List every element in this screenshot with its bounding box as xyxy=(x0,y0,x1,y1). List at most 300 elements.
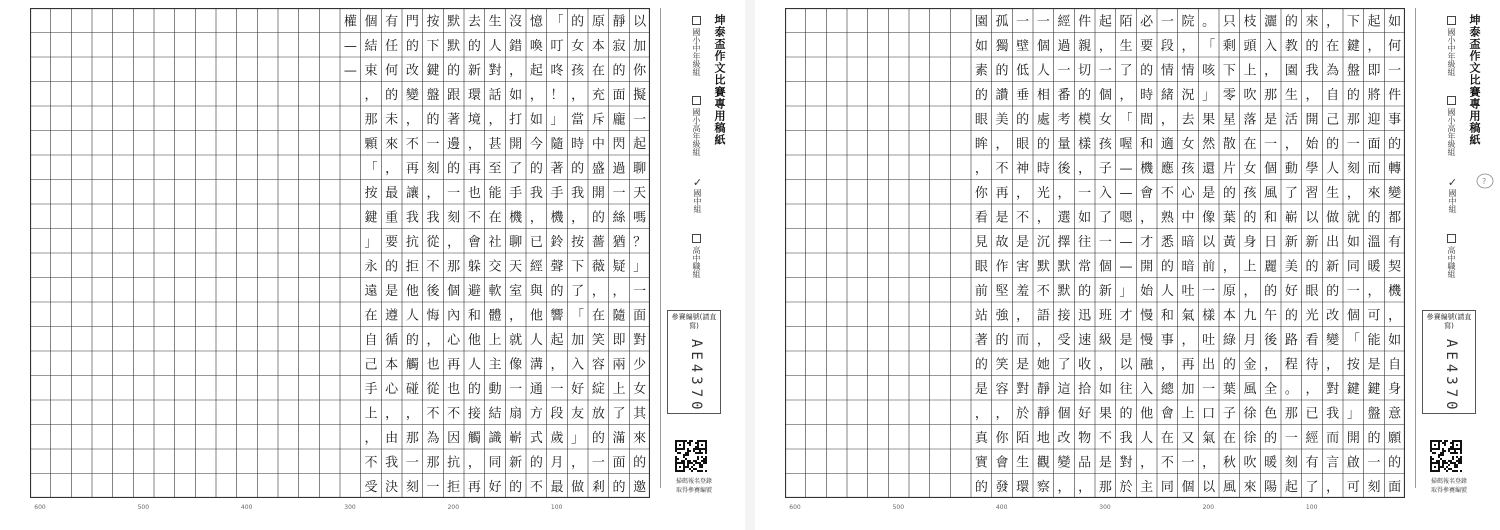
essay-char: 開 xyxy=(1140,259,1154,275)
essay-char: 變 xyxy=(1057,455,1071,471)
essay-char: 可 xyxy=(1346,479,1360,495)
scale-label: 100 xyxy=(550,504,563,511)
checkmark-icon: ✓ xyxy=(1446,176,1459,189)
essay-char: 才 xyxy=(1140,234,1154,250)
essay-char: 變 xyxy=(1326,332,1340,348)
essay-char: 即 xyxy=(612,332,626,348)
essay-char: 身 xyxy=(1243,234,1257,250)
essay-char: 親 xyxy=(1078,38,1092,54)
essay-char: ， xyxy=(1264,63,1278,79)
essay-char: 察 xyxy=(1036,479,1050,495)
essay-char: 了 xyxy=(571,283,585,299)
essay-char: 孩 xyxy=(1243,185,1257,201)
essay-char: 刻 xyxy=(447,210,461,226)
essay-char: 將 xyxy=(1367,87,1381,103)
essay-char: 鈴 xyxy=(550,234,564,250)
essay-char: 考 xyxy=(1057,112,1071,128)
category-senior-high[interactable]: 高中職組 xyxy=(1446,234,1457,278)
essay-char: 他 xyxy=(529,308,543,324)
essay-char: 始 xyxy=(1305,136,1319,152)
essay-char: 情 xyxy=(1181,63,1195,79)
essay-char: 未 xyxy=(385,112,399,128)
essay-char: 故 xyxy=(995,234,1009,250)
essay-char: 是 xyxy=(1202,185,1216,201)
essay-char: 新 xyxy=(1326,259,1340,275)
essay-char: 活 xyxy=(1284,112,1298,128)
essay-char: 響 xyxy=(550,308,564,324)
scale-label: 200 xyxy=(1202,504,1215,511)
essay-char: 一 xyxy=(1078,185,1092,201)
essay-char: 默 xyxy=(1057,259,1071,275)
essay-char: 少 xyxy=(633,357,647,373)
essay-char: 個 xyxy=(364,14,378,30)
essay-char: 至 xyxy=(488,161,502,177)
essay-char: 色 xyxy=(1264,406,1278,422)
essay-char: 言 xyxy=(1326,455,1340,471)
essay-char: 的 xyxy=(529,161,543,177)
essay-char: ， xyxy=(529,210,543,226)
essay-char: 話 xyxy=(488,87,502,103)
essay-char: 我 xyxy=(1326,406,1340,422)
essay-char: 的 xyxy=(612,479,626,495)
essay-char: 陽 xyxy=(1264,479,1278,495)
essay-char: 你 xyxy=(995,430,1009,446)
essay-char: 束 xyxy=(364,63,378,79)
essay-char: 女 xyxy=(1243,161,1257,177)
checkbox-icon[interactable] xyxy=(1447,96,1456,105)
essay-char: 按 xyxy=(364,185,378,201)
essay-char: 不 xyxy=(426,259,440,275)
essay-char: 轉 xyxy=(1388,161,1402,177)
char-count-scale-left xyxy=(30,500,650,520)
essay-char: 段 xyxy=(1160,38,1174,54)
essay-char: 開 xyxy=(1305,112,1319,128)
essay-char: 應 xyxy=(1160,161,1174,177)
essay-char: ， xyxy=(1388,308,1402,324)
essay-char: 「 xyxy=(571,308,585,324)
essay-char: 改 xyxy=(1057,430,1071,446)
essay-char: 一 xyxy=(1346,283,1360,299)
essay-char: 那 xyxy=(426,455,440,471)
essay-char: 暗 xyxy=(1181,234,1195,250)
essay-char: 個 xyxy=(1098,259,1112,275)
essay-char: 午 xyxy=(1264,308,1278,324)
essay-char: 好 xyxy=(1078,406,1092,422)
essay-char: 好 xyxy=(571,381,585,397)
essay-char: 是 xyxy=(1016,357,1030,373)
entry-number-value: AE4370 xyxy=(1443,339,1459,414)
essay-char: 速 xyxy=(1078,332,1092,348)
essay-char: 的 xyxy=(1326,136,1340,152)
essay-char: 」 xyxy=(1119,283,1133,299)
essay-char: 入 xyxy=(571,357,585,373)
essay-char: ， xyxy=(529,87,543,103)
essay-char: 陌 xyxy=(1016,430,1030,446)
essay-char: 的 xyxy=(1078,87,1092,103)
essay-char: 的 xyxy=(1222,185,1236,201)
essay-char: 即 xyxy=(1367,63,1381,79)
essay-char: 在 xyxy=(1243,136,1257,152)
essay-char: 強 xyxy=(995,308,1009,324)
essay-char: 星 xyxy=(1222,112,1236,128)
essay-char: ， xyxy=(1202,455,1216,471)
essay-char: 盤 xyxy=(1367,406,1381,422)
essay-char: 的 xyxy=(1305,38,1319,54)
essay-char: 那 xyxy=(447,259,461,275)
essay-char: 不 xyxy=(405,136,419,152)
category-elem-mid[interactable]: 國小中年級組 xyxy=(691,16,702,76)
essay-char: 慢 xyxy=(1140,308,1154,324)
essay-char: 已 xyxy=(529,234,543,250)
essay-char: 孩 xyxy=(571,63,585,79)
essay-char: 一 xyxy=(426,136,440,152)
essay-char: 室 xyxy=(509,283,523,299)
essay-char: 實 xyxy=(974,455,988,471)
checkbox-icon[interactable] xyxy=(692,16,701,25)
essay-char: 融 xyxy=(1140,357,1154,373)
essay-char: 決 xyxy=(385,479,399,495)
essay-char: ， xyxy=(1016,185,1030,201)
essay-char: ， xyxy=(1140,210,1154,226)
essay-sheet-right xyxy=(755,0,1500,530)
essay-char: ， xyxy=(1078,161,1092,177)
essay-char: 不 xyxy=(467,210,481,226)
essay-char: 的 xyxy=(1367,430,1381,446)
essay-char: 生 xyxy=(1284,87,1298,103)
essay-char: 日 xyxy=(1264,234,1278,250)
essay-char: 眼 xyxy=(1305,283,1319,299)
essay-char: 任 xyxy=(385,38,399,54)
essay-char: 適 xyxy=(1160,136,1174,152)
essay-char: 葉 xyxy=(1222,210,1236,226)
essay-char: 沒 xyxy=(509,14,523,30)
essay-char: ， xyxy=(571,455,585,471)
essay-char: 看 xyxy=(974,210,988,226)
category-elem-mid[interactable]: 國小中年級組 xyxy=(1446,16,1457,76)
essay-char: 對 xyxy=(488,63,502,79)
essay-char: 」 xyxy=(1346,406,1360,422)
essay-char: 是 xyxy=(995,210,1009,226)
scale-label: 600 xyxy=(789,504,801,511)
essay-char: 一 xyxy=(1367,455,1381,471)
essay-char: 我 xyxy=(405,210,419,226)
essay-char: ， xyxy=(1057,185,1071,201)
entry-number-box[interactable] xyxy=(667,310,721,414)
essay-char: 不 xyxy=(1016,210,1030,226)
essay-char: — xyxy=(1119,161,1133,177)
essay-char: 了 xyxy=(1057,357,1071,373)
essay-char: 觸 xyxy=(467,430,481,446)
essay-char: 的 xyxy=(529,455,543,471)
entry-number-label: 參賽編號(請直寫) xyxy=(1426,313,1472,330)
essay-char: 壁 xyxy=(1016,38,1030,54)
essay-char: 暖 xyxy=(1367,259,1381,275)
qr-caption-code: 取得參賽編號 xyxy=(675,487,712,494)
essay-char: 和 xyxy=(1140,136,1154,152)
essay-char: ， xyxy=(426,332,440,348)
essay-char: 事 xyxy=(1160,332,1174,348)
essay-char: 他 xyxy=(405,283,419,299)
checkbox-icon[interactable] xyxy=(692,234,701,243)
essay-char: ， xyxy=(995,406,1009,422)
essay-char: 的 xyxy=(467,38,481,54)
essay-char: 錯 xyxy=(509,38,523,54)
qr-code-icon[interactable] xyxy=(675,440,707,472)
checkbox-icon[interactable] xyxy=(1447,234,1456,243)
qr-caption-register: 掃碼報名登錄 xyxy=(675,478,712,485)
essay-char: 氣 xyxy=(1181,308,1195,324)
essay-char: 果 xyxy=(1202,112,1216,128)
essay-char: 刻 xyxy=(405,479,419,495)
essay-char: 片 xyxy=(1222,161,1236,177)
essay-char: 只 xyxy=(1222,14,1236,30)
essay-char: 斥 xyxy=(591,112,605,128)
essay-char: 打 xyxy=(509,112,523,128)
essay-char: 開 xyxy=(591,185,605,201)
essay-char: 我 xyxy=(426,210,440,226)
essay-char: ， xyxy=(1160,112,1174,128)
essay-char: 班 xyxy=(1098,308,1112,324)
essay-char: 天 xyxy=(509,259,523,275)
essay-char: 加 xyxy=(571,332,585,348)
essay-char: 了 xyxy=(1284,185,1298,201)
essay-char: 始 xyxy=(1140,283,1154,299)
essay-char: 心 xyxy=(1181,185,1195,201)
essay-char: 相 xyxy=(1036,87,1050,103)
essay-char: 聊 xyxy=(509,234,523,250)
essay-char: 一 xyxy=(633,283,647,299)
essay-char: ， xyxy=(1098,38,1112,54)
essay-char: 對 xyxy=(1326,381,1340,397)
essay-char: 盤 xyxy=(426,87,440,103)
essay-char: ， xyxy=(612,283,626,299)
essay-char: 那 xyxy=(1098,479,1112,495)
essay-char: ， xyxy=(405,406,419,422)
essay-char: 子 xyxy=(1098,161,1112,177)
essay-char: 時 xyxy=(1140,87,1154,103)
essay-char: 加 xyxy=(1181,381,1195,397)
essay-char: 的 xyxy=(1388,136,1402,152)
essay-char: 月 xyxy=(1243,332,1257,348)
essay-char: 在 xyxy=(591,63,605,79)
essay-char: 起 xyxy=(1367,14,1381,30)
essay-char: 最 xyxy=(550,479,564,495)
essay-char: 遵 xyxy=(385,308,399,324)
essay-char: 了 xyxy=(509,161,523,177)
essay-char: 切 xyxy=(1078,63,1092,79)
essay-char: 的 xyxy=(1222,357,1236,373)
essay-char: 個 xyxy=(1098,87,1112,103)
scale-label: 300 xyxy=(344,504,356,511)
essay-char: 過 xyxy=(1057,38,1071,54)
essay-char: 沉 xyxy=(1036,234,1050,250)
essay-char: 跟 xyxy=(447,87,461,103)
essay-char: 手 xyxy=(509,185,523,201)
essay-char: 園 xyxy=(974,14,988,30)
essay-char: 一 xyxy=(633,112,647,128)
essay-char: 熟 xyxy=(1160,210,1174,226)
essay-char: ， xyxy=(1098,357,1112,373)
category-junior-high[interactable]: ✓國中組 xyxy=(1446,176,1459,213)
essay-char: 一 xyxy=(1098,234,1112,250)
essay-char: 如 xyxy=(1078,210,1092,226)
essay-char: ， xyxy=(571,210,585,226)
essay-char: 動 xyxy=(488,381,502,397)
essay-char: 樣 xyxy=(1202,308,1216,324)
essay-char: ， xyxy=(1160,357,1174,373)
essay-char: 充 xyxy=(591,87,605,103)
essay-char: 個 xyxy=(1181,479,1195,495)
essay-char: 為 xyxy=(426,430,440,446)
essay-char: 頭 xyxy=(1243,38,1257,54)
essay-char: 經 xyxy=(1057,14,1071,30)
essay-char: 常 xyxy=(1078,259,1092,275)
essay-char: 對 xyxy=(633,332,647,348)
essay-char: 溝 xyxy=(529,357,543,373)
essay-char: 會 xyxy=(467,234,481,250)
essay-char: 再 xyxy=(405,161,419,177)
essay-char: 一 xyxy=(447,185,461,201)
checkbox-icon[interactable] xyxy=(1447,16,1456,25)
form-side-panel-right xyxy=(1415,8,1487,494)
qr-code-icon[interactable] xyxy=(1430,440,1462,472)
essay-char: 我 xyxy=(1119,430,1133,446)
essay-char: 個 xyxy=(1036,38,1050,54)
essay-char: ， xyxy=(974,406,988,422)
essay-char: 口 xyxy=(1202,406,1216,422)
essay-char: 一 xyxy=(1181,455,1195,471)
essay-char: 的 xyxy=(974,357,988,373)
scale-label: 400 xyxy=(240,504,253,511)
essay-char: 好 xyxy=(488,479,502,495)
essay-char: 永 xyxy=(364,259,378,275)
essay-char: 的 xyxy=(995,63,1009,79)
essay-char: 上 xyxy=(488,332,502,348)
essay-char: 起 xyxy=(529,63,543,79)
essay-char: 在 xyxy=(591,308,605,324)
essay-char: ， xyxy=(447,234,461,250)
essay-char: 願 xyxy=(1388,430,1402,446)
essay-char: 風 xyxy=(1222,479,1236,495)
essay-char: 同 xyxy=(1160,479,1174,495)
essay-char: 中 xyxy=(591,136,605,152)
essay-char: 下 xyxy=(426,38,440,54)
essay-char: 一 xyxy=(612,185,626,201)
essay-char: 上 xyxy=(612,381,626,397)
essay-char: 」 xyxy=(633,259,647,275)
essay-char: 都 xyxy=(1388,210,1402,226)
essay-char: 盛 xyxy=(591,161,605,177)
essay-char: 方 xyxy=(529,406,543,422)
essay-char: 子 xyxy=(1222,406,1236,422)
essay-char: 笑 xyxy=(591,332,605,348)
essay-char: 笑 xyxy=(995,357,1009,373)
essay-char: 本 xyxy=(385,357,399,373)
essay-char: 。 xyxy=(1284,381,1298,397)
essay-char: 鍵 xyxy=(364,210,378,226)
essay-char: 女 xyxy=(633,381,647,397)
essay-char: 前 xyxy=(974,283,988,299)
essay-char: ， xyxy=(385,406,399,422)
essay-char: 不 xyxy=(1160,455,1174,471)
essay-char: — xyxy=(343,63,357,79)
essay-char: 件 xyxy=(1078,14,1092,30)
essay-char: 不 xyxy=(1036,283,1050,299)
essay-char: 有 xyxy=(1305,455,1319,471)
essay-char: 像 xyxy=(1202,210,1216,226)
essay-char: ， xyxy=(364,430,378,446)
essay-char: 光 xyxy=(1036,185,1050,201)
essay-char: 就 xyxy=(509,332,523,348)
essay-char: 個 xyxy=(1264,161,1278,177)
essay-char: 剩 xyxy=(1222,38,1236,54)
essay-char: 而 xyxy=(1016,332,1030,348)
essay-char: 境 xyxy=(467,112,481,128)
essay-char: 改 xyxy=(405,63,419,79)
essay-char: 的 xyxy=(1264,283,1278,299)
essay-char: 時 xyxy=(571,136,585,152)
essay-char: 新 xyxy=(1305,234,1319,250)
essay-char: 散 xyxy=(1222,136,1236,152)
essay-char: 路 xyxy=(1284,332,1298,348)
essay-char: 的 xyxy=(509,479,523,495)
essay-char: 經 xyxy=(1305,430,1319,446)
essay-char: 的 xyxy=(571,161,585,177)
essay-char: 」 xyxy=(571,430,585,446)
checkbox-icon[interactable] xyxy=(692,96,701,105)
essay-char: 觀 xyxy=(1036,455,1050,471)
essay-char: 今 xyxy=(529,136,543,152)
essay-char: 聲 xyxy=(550,259,564,275)
essay-char: 人 xyxy=(1036,63,1050,79)
essay-char: 「 xyxy=(364,161,378,177)
category-elem-high[interactable]: 國小高年級組 xyxy=(1446,96,1457,156)
essay-char: 在 xyxy=(364,308,378,324)
essay-char: 以 xyxy=(1202,479,1216,495)
essay-char: 一 xyxy=(426,479,440,495)
essay-char: ， xyxy=(1057,479,1071,495)
essay-char: 剎 xyxy=(591,479,605,495)
essay-char: 機 xyxy=(1140,161,1154,177)
entry-number-box[interactable] xyxy=(1422,310,1476,414)
essay-char: 悔 xyxy=(426,308,440,324)
essay-char: 契 xyxy=(1388,259,1402,275)
category-elem-high[interactable]: 國小高年級組 xyxy=(691,96,702,156)
essay-char: 垂 xyxy=(1016,87,1030,103)
manuscript-grid-left xyxy=(30,8,650,498)
qr-caption-register: 掃碼報名登錄 xyxy=(1430,478,1467,485)
form-side-panel-left xyxy=(660,8,726,494)
essay-char: 會 xyxy=(995,455,1009,471)
essay-char: 新 xyxy=(509,455,523,471)
essay-char: 吹 xyxy=(1243,87,1257,103)
essay-char: 滿 xyxy=(612,430,626,446)
essay-char: 慢 xyxy=(1140,332,1154,348)
category-senior-high[interactable]: 高中職組 xyxy=(691,234,702,278)
category-junior-high[interactable]: ✓國中組 xyxy=(691,176,704,213)
essay-char: 一 xyxy=(1098,63,1112,79)
essay-char: 如 xyxy=(509,87,523,103)
essay-char: 我 xyxy=(385,455,399,471)
essay-char: 出 xyxy=(1326,234,1340,250)
essay-char: 迅 xyxy=(1078,308,1092,324)
essay-char: 入 xyxy=(1264,38,1278,54)
essay-char: 隨 xyxy=(550,136,564,152)
scale-label: 600 xyxy=(34,504,46,511)
essay-char: 動 xyxy=(1284,161,1298,177)
essay-char: 著 xyxy=(974,332,988,348)
essay-char: ， xyxy=(1305,87,1319,103)
